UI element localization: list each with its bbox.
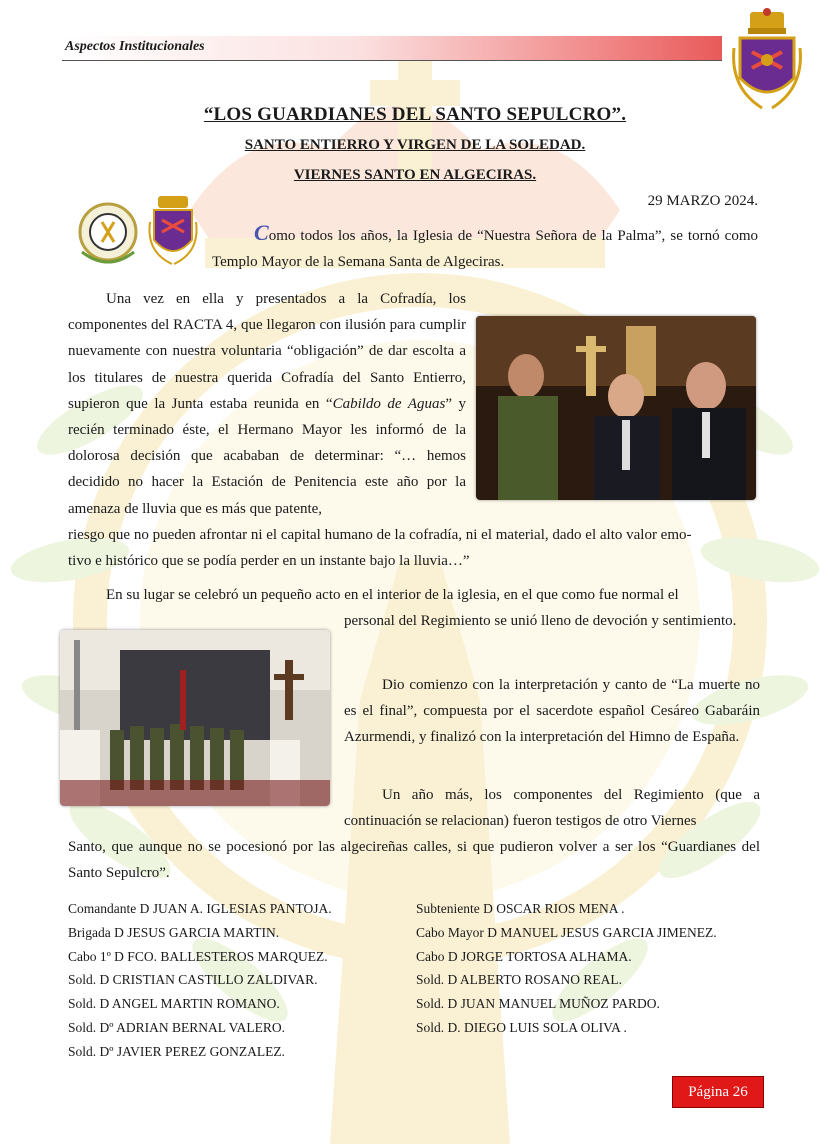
roster-item: Sold. D JUAN MANUEL MUÑOZ PARDO. xyxy=(416,996,660,1012)
regiment-crest-emblem xyxy=(732,8,802,113)
roster-right-column xyxy=(416,897,717,1040)
paragraph-1 xyxy=(68,286,466,522)
photo-officials-seated xyxy=(476,316,756,500)
section-title: Aspectos Institucionales xyxy=(65,39,205,54)
paragraph-1-text-a: Una vez en ella y presentados a la Cofradía, los componentes del RACTA 4, que llegaron con ilusión para cumplir nuevamente con nuestra voluntaria “obligación” de dar escolta a los titulares de nuestra querida Cofradía del Santo Entierro, supieron que la Junta estaba reunida en “ xyxy=(68,291,466,412)
paragraph-3: Dio comienzo con la interpretación y canto de “La muerte no es el final”, compuesta por el sacerdote español Cesáreo Gabaráin Azurmendi, y finalizó con la interpretación del Himno de España. xyxy=(344,677,760,746)
section-header-bar xyxy=(62,36,722,61)
page-number-badge: Página 26 xyxy=(672,1076,764,1108)
paragraph-2-rest: personal del Regimiento se unió lleno de devoción y sentimiento. xyxy=(344,613,737,629)
intro-dropcap: C xyxy=(254,220,269,245)
paragraph-1-line-b: tivo e histórico que se podía perder en un instante bajo la lluvia…” xyxy=(68,553,470,569)
roster-left-column xyxy=(68,897,332,1064)
paragraph-1-line-a: riesgo que no pueden afrontar ni el capital humano de la cofradía, ni el material, dado el alto valor emo- xyxy=(68,527,692,543)
intro-paragraph xyxy=(212,220,758,275)
article-subtitle-2: VIERNES SANTO EN ALGECIRAS. xyxy=(293,167,537,183)
article-titles xyxy=(150,100,680,190)
roster-item: Sold. D CRISTIAN CASTILLO ZALDIVAR. xyxy=(68,972,318,988)
roster-item: Cabo 1º D FCO. BALLESTEROS MARQUEZ. xyxy=(68,948,328,964)
paragraph-1-text-b: ” y recién terminado éste, el Hermano Mayor les informó de la dolorosa decisión que acababan de determinar: “… hemos decidido no hacer la Estación de Penitencia este año por la amenaza de lluvia que es más que patente, xyxy=(68,395,466,517)
intro-text: omo todos los años, la Iglesia de “Nuestra Señora de la Palma”, se tornó como Templo Mayor de la Semana Santa de Algeciras. xyxy=(212,228,758,271)
cofradia-crests-image xyxy=(76,192,206,272)
paragraph-4-part-1: Un año más, los componentes del Regimiento (que a continuación se relacionan) fueron testigos de otro Viernes xyxy=(344,787,760,830)
article-main-title: “LOS GUARDIANES DEL SANTO SEPULCRO”. xyxy=(203,104,627,125)
roster-item: Brigada D JESUS GARCIA MARTIN. xyxy=(68,924,280,940)
roster-item: Comandante D JUAN A. IGLESIAS PANTOJA. xyxy=(68,901,332,916)
article-subtitle-1: SANTO ENTIERRO Y VIRGEN DE LA SOLEDAD. xyxy=(244,137,586,153)
roster-item: Subteniente D OSCAR RIOS MENA . xyxy=(416,901,625,916)
roster-item: Sold. D. DIEGO LUIS SOLA OLIVA . xyxy=(416,1019,627,1035)
roster-item: Sold. Dº ADRIAN BERNAL VALERO. xyxy=(68,1019,285,1035)
roster-item: Sold. Dº JAVIER PEREZ GONZALEZ. xyxy=(68,1043,285,1059)
paragraph-2-line-1: En su lugar se celebró un pequeño acto en el interior de la iglesia, en el que como fue normal el xyxy=(106,587,679,603)
roster-item: Sold. D ALBERTO ROSANO REAL. xyxy=(416,972,622,988)
roster-item: Cabo D JORGE TORTOSA ALHAMA. xyxy=(416,948,632,964)
article-date: 29 MARZO 2024. xyxy=(647,193,758,209)
paragraph-4-part-2: Santo, que aunque no se pocesionó por las algecireñas calles, si que pudieron volver a ser los “Guardianes del Santo Sepulcro”. xyxy=(68,839,760,882)
paragraph-1-italic: Cabildo de Aguas xyxy=(332,395,446,412)
roster-item: Cabo Mayor D MANUEL JESUS GARCIA JIMENEZ. xyxy=(416,924,717,940)
roster-item: Sold. D ANGEL MARTIN ROMANO. xyxy=(68,996,280,1012)
photo-church-ceremony xyxy=(60,630,330,806)
